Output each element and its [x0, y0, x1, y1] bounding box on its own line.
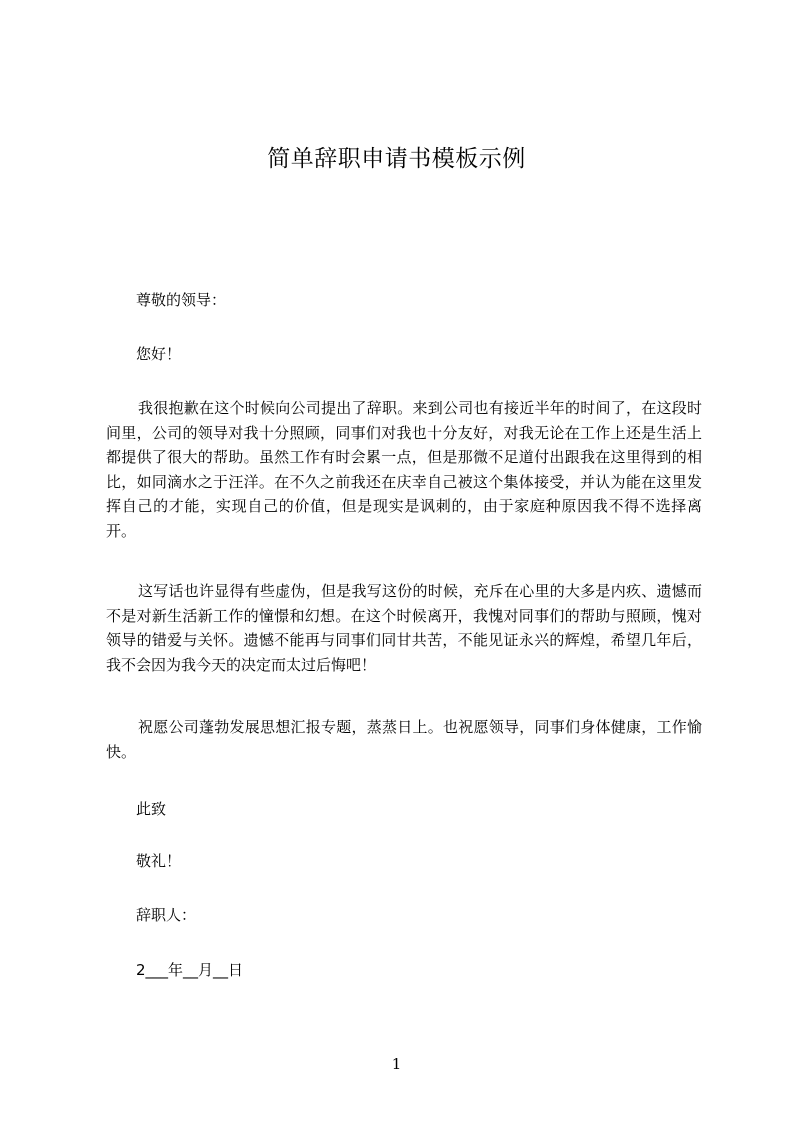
page-number: 1	[391, 1055, 402, 1073]
greeting: 您好！	[136, 345, 182, 363]
document-title: 简单辞职申请书模板示例	[267, 146, 526, 172]
salutation: 尊敬的领导：	[136, 291, 227, 309]
signature-label: 辞职人：	[136, 906, 197, 924]
body-paragraph-3: 祝愿公司蓬勃发展思想汇报专题，蒸蒸日上。也祝愿领导，同事们身体健康，工作愉快。	[106, 718, 702, 761]
body-paragraph-2: 这写话也许显得有些虚伪，但是我写这份的时候，充斥在心里的大多是内疚、遗憾而不是对新生活新工作的憧憬和幻想。在这个时候离开，我愧对同事们的帮助与照顾，愧对领导的错爱与关怀。遗憾不能再与同事们同甘共苦，不能见证永兴的辉煌，希望几年后，我不会因为我今天的决定而太过后悔吧！	[106, 582, 702, 674]
body-paragraph-1: 我很抱歉在这个时候向公司提出了辞职。来到公司也有接近半年的时间了，在这段时间里，公司的领导对我十分照顾，同事们对我也十分友好，对我无论在工作上还是生活上都提供了很大的帮助。虽然工作有时会累一点，但是那微不足道付出跟我在这里得到的相比，如同滴水之于汪洋。在不久之前我还在庆幸自己被这个集体接受，并认为能在这里发挥自己的才能，实现自己的价值，但是现实是讽刺的，由于家庭种原因我不得不选择离开。	[106, 399, 702, 540]
closing-line-2: 敬礼！	[136, 852, 182, 870]
closing-line-1: 此致	[136, 800, 167, 818]
date-line: 2___年__月__日	[136, 961, 244, 979]
